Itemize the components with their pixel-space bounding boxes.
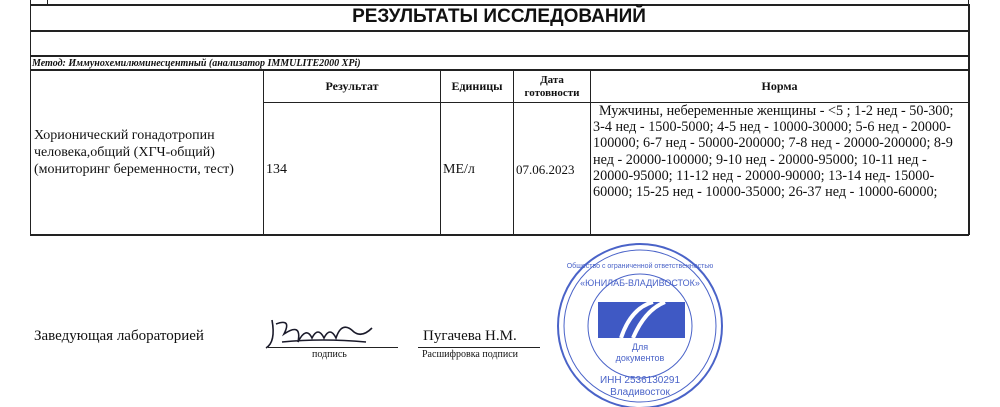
method-text: Метод: Иммунохемилюминесцентный (анализатор IMMULITE2000 XPi) bbox=[32, 58, 361, 69]
svg-text:ИНН 2536130291: ИНН 2536130291 bbox=[599, 375, 681, 386]
svg-text:документов: документов bbox=[615, 353, 665, 363]
header-result: Результат bbox=[325, 79, 379, 93]
page-title: РЕЗУЛЬТАТЫ ИССЛЕДОВАНИЙ bbox=[352, 6, 646, 27]
svg-text:Для: Для bbox=[631, 342, 649, 352]
ready-date: 07.06.2023 bbox=[516, 162, 575, 177]
svg-text:«ЮНИЛАБ-ВЛАДИВОСТОК»: «ЮНИЛАБ-ВЛАДИВОСТОК» bbox=[580, 278, 700, 288]
signer-role: Заведующая лабораторией bbox=[34, 328, 204, 344]
signature-caption: подпись bbox=[312, 349, 347, 360]
header-date: Дата готовности bbox=[524, 73, 580, 99]
result-value: 134 bbox=[266, 162, 287, 177]
svg-text:Общество с ограниченной ответс: Общество с ограниченной ответственностью bbox=[566, 263, 714, 270]
name-caption: Расшифровка подписи bbox=[422, 349, 518, 360]
signer-name: Пугачева Н.М. bbox=[423, 328, 517, 344]
norm-text: Мужчины, небеременные женщины - <5 ; 1-2 нед - 50-300; 3-4 нед - 1500-5000; 4-5 нед - 10000-30000; 5-6 нед - 20000-100000; 6-7 нед - 50000-200000; 7-8 нед - 20000-200000; 8-9 нед - 20000-100000; 9-10 нед - 20000-95000; 10-11 нед - 20000-95000; 11-12 нед - 20000-90000; 13-14 нед- 15000-60000; 15-25 нед - 10000-35000; 26-37 нед - 10000-60000; bbox=[593, 103, 954, 201]
header-units: Единицы bbox=[451, 79, 503, 93]
handwritten-signature bbox=[262, 312, 382, 352]
test-name: Хорионический гонадотропин человека,общий (ХГЧ-общий) (мониторинг беременности, тест) bbox=[34, 128, 234, 177]
result-units: МЕ/л bbox=[443, 162, 475, 177]
svg-text:Владивосток: Владивосток bbox=[610, 387, 670, 398]
company-stamp bbox=[553, 238, 728, 407]
header-norm: Норма bbox=[761, 79, 798, 93]
